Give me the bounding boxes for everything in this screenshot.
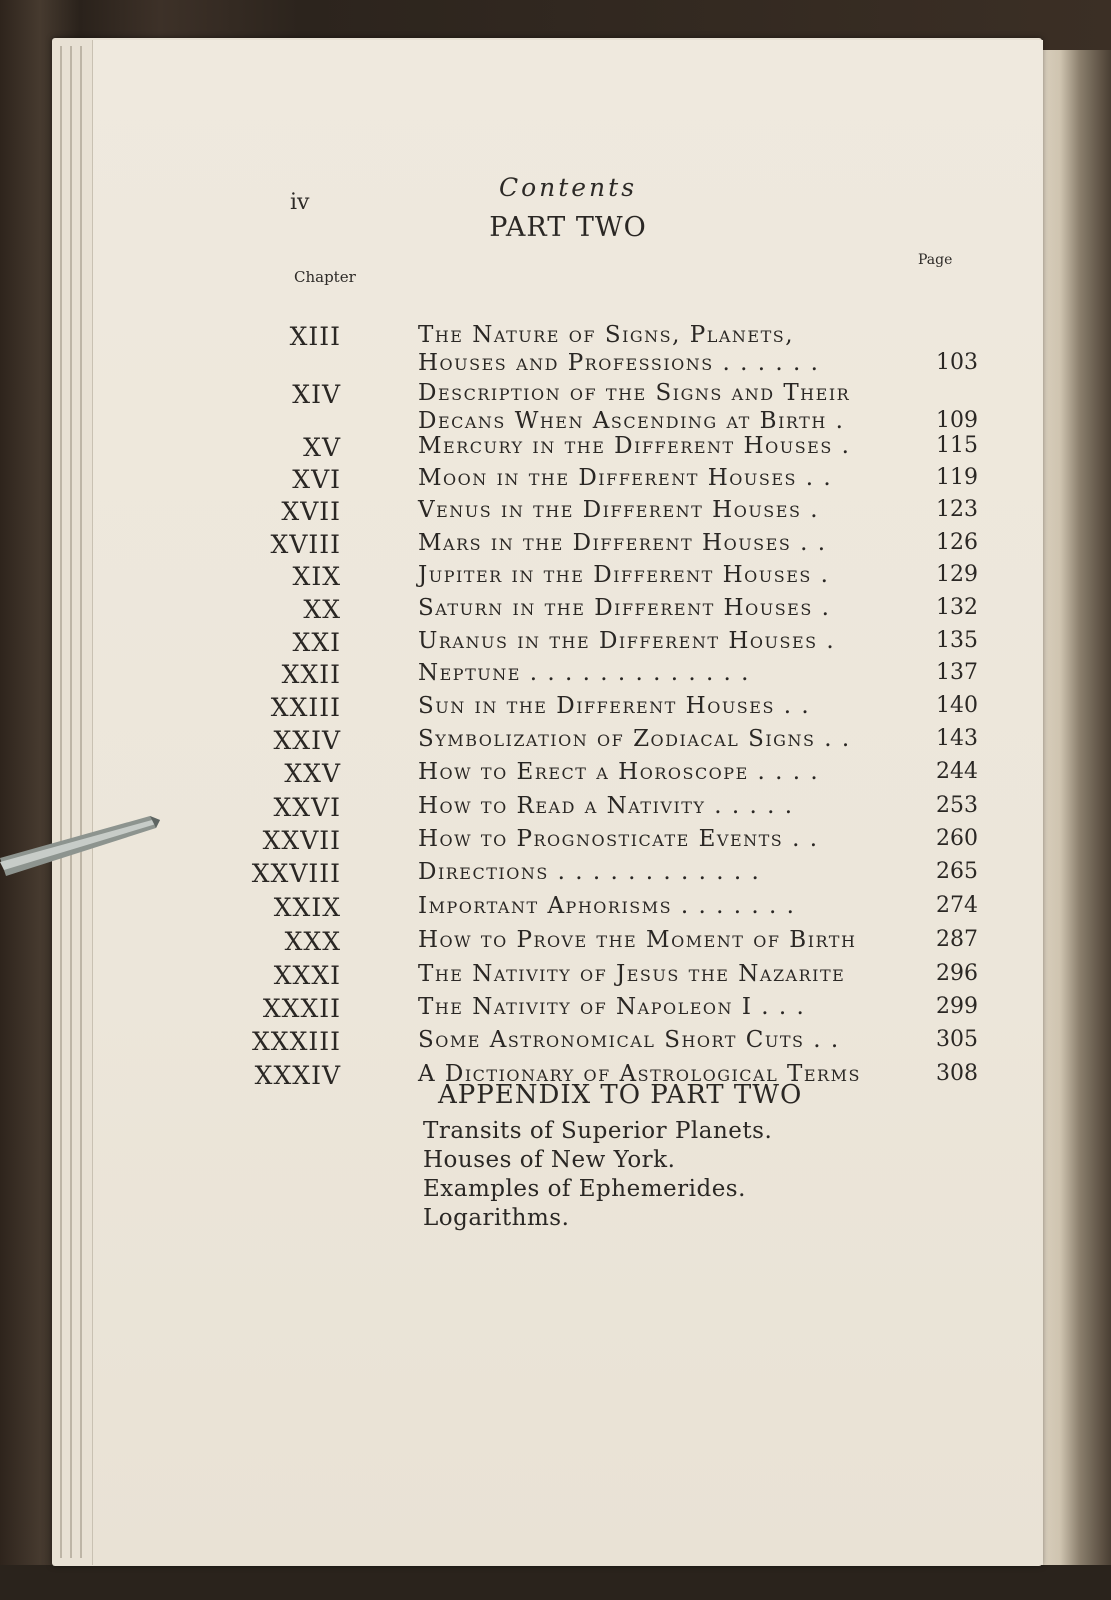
chapter-page-number: 305 [936, 1027, 978, 1052]
chapter-title-line: Mars in the Different Houses . . [418, 530, 827, 556]
chapter-title-line: How to Erect a Horoscope . . . . [418, 759, 820, 785]
chapter-page-number: 115 [936, 433, 978, 458]
chapter-number: XXIX [273, 893, 341, 922]
chapter-page-number: 132 [936, 595, 978, 620]
chapter-title-line: Symbolization of Zodiacal Signs . . [418, 726, 851, 752]
book-page [92, 40, 1043, 1565]
chapter-page-number: 308 [936, 1061, 978, 1086]
chapter-title-line: How to Read a Nativity . . . . . [418, 793, 794, 819]
chapter-page-number: 244 [936, 759, 978, 784]
book-cover-edge [1040, 50, 1111, 1600]
running-head: Contents [498, 173, 638, 202]
chapter-page-number: 135 [936, 628, 978, 653]
chapter-number: XXIII [270, 693, 341, 722]
chapter-page-number: 253 [936, 793, 978, 818]
chapter-title-line: Sun in the Different Houses . . [418, 693, 811, 719]
chapter-page-number: 265 [936, 859, 978, 884]
chapter-page-number: 129 [936, 562, 978, 587]
chapter-title-line: Venus in the Different Houses . [418, 497, 820, 523]
chapter-title-line: Important Aphorisms . . . . . . . [418, 893, 796, 919]
chapter-page-number: 140 [936, 693, 978, 718]
chapter-page-number: 119 [936, 465, 978, 490]
chapter-title-line: Mercury in the Different Houses . [418, 433, 851, 459]
chapter-page-number: 126 [936, 530, 978, 555]
chapter-number: XXVIII [251, 859, 341, 888]
chapter-title-line: Directions . . . . . . . . . . . . [418, 859, 761, 885]
chapter-number: XXIV [273, 726, 341, 755]
chapter-title-line: The Nature of Signs, Planets, [418, 322, 795, 348]
part-title: PART TWO [489, 212, 647, 243]
chapter-title-line: Description of the Signs and Their [418, 380, 851, 406]
chapter-page-number: 296 [936, 961, 978, 986]
chapter-page-number: 137 [936, 660, 978, 685]
chapter-number: XXX [284, 927, 341, 956]
chapter-title-line: Decans When Ascending at Birth . [418, 408, 845, 434]
appendix-item: Logarithms. [423, 1205, 570, 1231]
chapter-title-line: How to Prove the Moment of Birth [418, 927, 857, 953]
chapter-page-number: 103 [936, 350, 978, 375]
chapter-number: XXXIII [251, 1027, 341, 1056]
chapter-number: XXV [284, 759, 341, 788]
chapter-number: XIX [292, 562, 341, 591]
appendix-title: APPENDIX TO PART TWO [438, 1080, 803, 1110]
book-cover-bottom [0, 1565, 1111, 1600]
chapter-number: XIV [292, 380, 341, 409]
chapter-title-line: Some Astronomical Short Cuts . . [418, 1027, 840, 1053]
chapter-title-line: A Dictionary of Astrological Terms [418, 1061, 861, 1087]
chapter-number: XXVI [273, 793, 341, 822]
chapter-number: XVIII [270, 530, 341, 559]
chapter-number: XIII [289, 322, 341, 351]
chapter-title-line: The Nativity of Napoleon I . . . [418, 994, 806, 1020]
chapter-page-number: 260 [936, 826, 978, 851]
appendix-item: Transits of Superior Planets. [423, 1118, 773, 1144]
chapter-title-line: Houses and Professions . . . . . . [418, 350, 820, 376]
chapter-title-line: Uranus in the Different Houses . [418, 628, 836, 654]
chapter-title-line: Moon in the Different Houses . . [418, 465, 833, 491]
chapter-title-line: The Nativity of Jesus the Nazarite [418, 961, 846, 987]
chapter-column-label: Chapter [294, 268, 356, 286]
page-edge-line [60, 46, 62, 1558]
chapter-number: XXXI [273, 961, 341, 990]
chapter-number: XV [303, 433, 341, 462]
chapter-title-line: Neptune . . . . . . . . . . . . . [418, 660, 750, 686]
chapter-title-line: Saturn in the Different Houses . [418, 595, 831, 621]
chapter-number: XXXII [262, 994, 341, 1023]
page-column-label: Page [918, 252, 953, 268]
page-edge-line [80, 46, 82, 1558]
chapter-title-line: How to Prognosticate Events . . [418, 826, 819, 852]
chapter-number: XXXIV [254, 1061, 341, 1090]
chapter-number: XX [303, 595, 341, 624]
folio-number: iv [290, 190, 310, 215]
chapter-number: XXVII [262, 826, 341, 855]
pen-tip-icon [0, 810, 165, 880]
chapter-title-line: Jupiter in the Different Houses . [418, 562, 830, 588]
chapter-number: XXI [292, 628, 341, 657]
page-edge-line [70, 46, 72, 1558]
chapter-number: XVI [292, 465, 341, 494]
chapter-number: XXII [281, 660, 341, 689]
chapter-page-number: 287 [936, 927, 978, 952]
chapter-page-number: 299 [936, 994, 978, 1019]
chapter-page-number: 109 [936, 408, 978, 433]
chapter-page-number: 143 [936, 726, 978, 751]
chapter-number: XVII [281, 497, 341, 526]
appendix-item: Houses of New York. [423, 1147, 676, 1173]
chapter-page-number: 274 [936, 893, 978, 918]
chapter-page-number: 123 [936, 497, 978, 522]
appendix-item: Examples of Ephemerides. [423, 1176, 746, 1202]
